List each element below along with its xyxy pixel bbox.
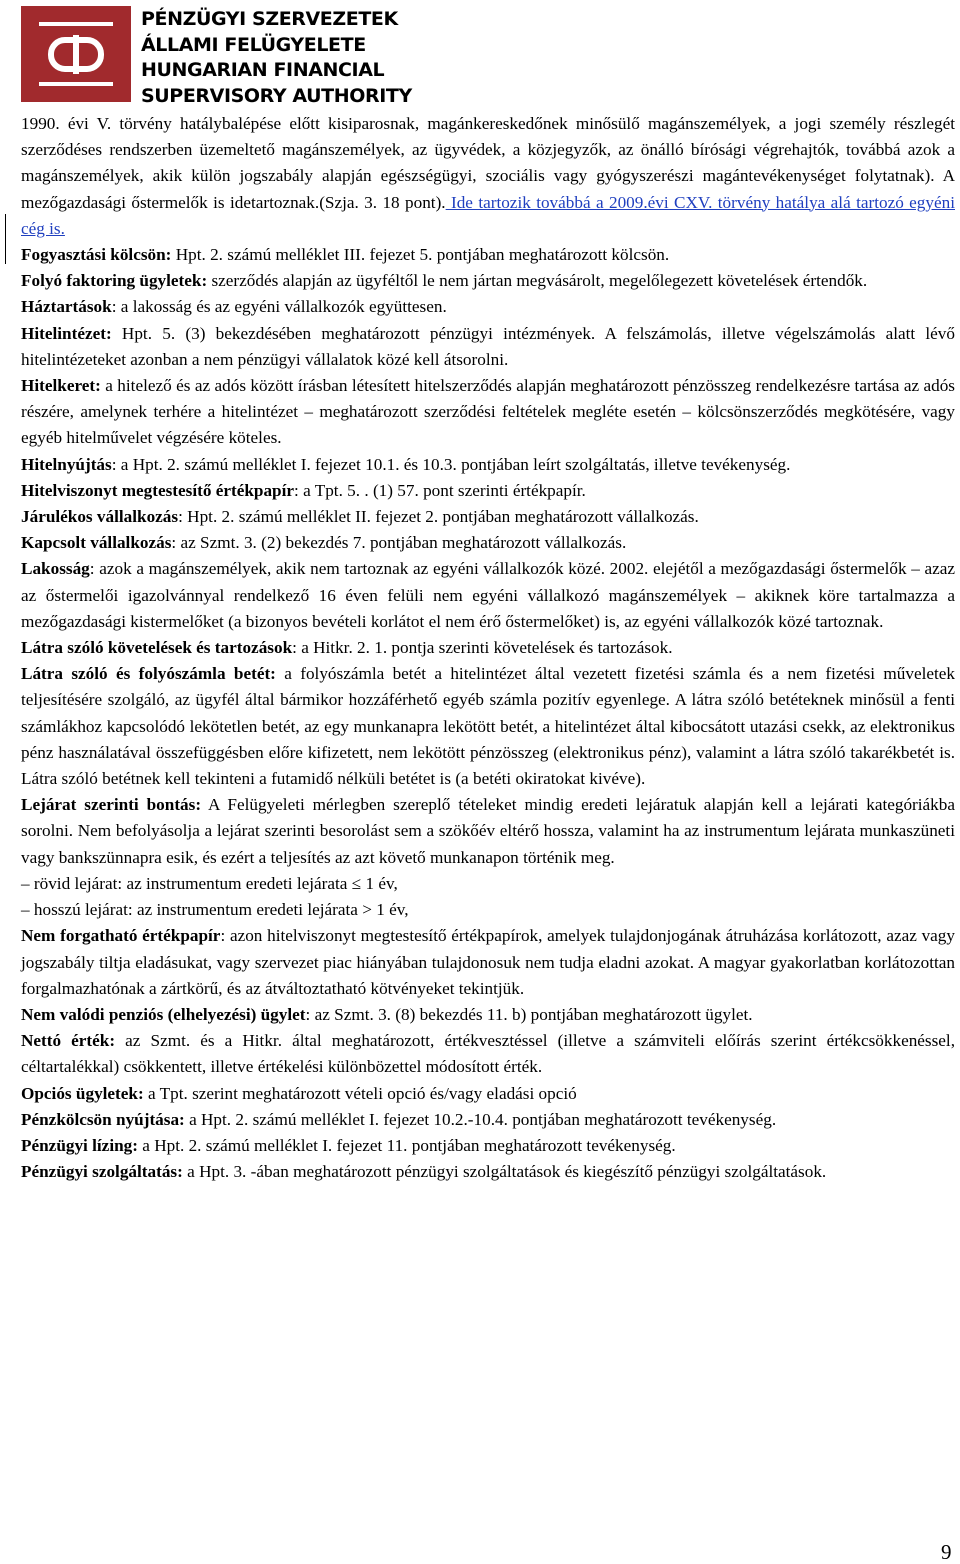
pszaf-logo-icon — [21, 6, 131, 102]
definition-text: az Szmt. és a Hitkr. által meghatározott, értékvesztéssel (illetve a számviteli előírás szerint értékcsökkenéssel, céltartalékkal) csökkentett, illetve értékelési különbözettel módosított érték. — [21, 1031, 956, 1077]
page-number: 9 — [941, 1540, 952, 1564]
paragraph — [21, 111, 955, 242]
definition-text: a Hpt. 3. -ában meghatározott pénzügyi szolgáltatások és kiegészítő pénzügyi szolgáltatások. — [182, 1162, 827, 1182]
definition-text: a folyószámla betét a hitelintézet által vezetett fizetési számla és a nem fizetési műveletek teljesítésére szolgáló, az ügyfél által bármikor hozzáférhető egyéb számla pozitív egyenlege. A látra szóló betéteknek minősül a fenti számlákhoz kapcsolódó lekötetlen betét, az egy munkanapra lekötött betét, a hitelintézet által kibocsátott utazási csekk, az elektronikus pénz használatával összefüggésben előre kifizetett, nem lekötött pénzösszeg (elektronikus pénz), valamint a látra szóló takarékbetét is. Látra szóló betétnek kell tekinteni a futamidő nélküli betétet is (a betéti okiratokat kivéve). — [21, 664, 955, 789]
definition-term: Folyó faktoring ügyletek: — [21, 271, 208, 291]
definition-text: a Hpt. 2. számú melléklet I. fejezet 11. pontjában meghatározott tevékenység. — [137, 1135, 676, 1155]
definition-paragraph — [21, 635, 955, 661]
definition-term: Látra szóló és folyószámla betét: — [21, 664, 276, 684]
definition-text: : a Hpt. 2. számú melléklet I. fejezet 10.1. és 10.3. pontjában leírt szolgáltatás, illetve tevékenység. — [111, 454, 791, 474]
definition-paragraph — [21, 661, 955, 792]
definition-paragraph — [21, 242, 955, 268]
definition-paragraph — [21, 294, 955, 320]
definition-paragraph — [21, 792, 955, 871]
definition-paragraph — [21, 1133, 955, 1159]
revision-bar — [5, 214, 6, 264]
definition-paragraph — [21, 373, 955, 452]
definition-term: Kapcsolt vállalkozás — [21, 533, 172, 553]
list-item-text: – hosszú lejárat: az instrumentum eredeti lejárata > 1 év, — [21, 900, 409, 920]
definition-term: Hitelnyújtás — [21, 454, 112, 474]
definition-paragraph — [21, 1107, 955, 1133]
definition-term: Pénzügyi lízing: — [21, 1135, 138, 1155]
definition-paragraph — [21, 1002, 955, 1028]
definition-term: Hitelkeret: — [21, 376, 101, 396]
list-item — [21, 897, 955, 923]
definition-term: Opciós ügyletek: — [21, 1083, 144, 1103]
definition-term: Járulékos vállalkozás — [21, 507, 179, 527]
definition-text: a hitelező és az adós között írásban létesített hitelszerződés alapján meghatározott pénzösszeg rendelkezésre tartása az adós részére, amelynek terhére a hitelintézet – meghatározott szerződési feltételek megléte esetén – kölcsönszerződés megkötésére, vagy egyéb hitelművelet végzésére köteles. — [21, 376, 955, 448]
definition-text: A Felügyeleti mérlegben szereplő tételeket mindig eredeti lejáratuk alapján kell a lejárati kategóriákba sorolni. Nem befolyásolja a lejárat szerinti besorolást sem a szökőév eltérő hossza, valamint ha az instrumentum lejárata munkaszüneti vagy bankszünnapra esik, és ezért a teljesítés az azt követő munkanapon történik meg. — [21, 795, 955, 867]
definition-term: Hitelintézet: — [21, 323, 112, 343]
definition-text: Hpt. 2. számú melléklet III. fejezet 5. pontjában meghatározott kölcsön. — [171, 245, 670, 265]
definition-text: : a lakosság és az egyéni vállalkozók együttesen. — [111, 297, 447, 317]
definition-term: Fogyasztási kölcsön: — [21, 245, 172, 265]
definition-text: : az Szmt. 3. (8) bekezdés 11. b) pontjában meghatározott ügylet. — [305, 1004, 753, 1024]
definition-term: Hitelviszonyt megtestesítő értékpapír — [21, 480, 295, 500]
definition-text: szerződés alapján az ügyféltől le nem jártan megvásárolt, megelőlegezett követelések értendők. — [207, 271, 868, 291]
paragraph-text: 1990. évi V. törvény hatálybalépése előtt kisiparosnak, magánkereskedőnek minősülő magánszemélyek, a jogi személy részlegét szerződéses rendszerben üzemeltető magánszemélyek, az ügyvédek, a közjegyzők, az önálló bírósági végrehajtók, továbbá azok a magánszemélyek, akik külön jogszabály alapján egészségügyi, szociális vagy gyógyszerészi magántevékenységet folytatnak). A mezőgazdasági őstermelők is idetartoznak.(Szja. 3. 18 pont). — [21, 114, 955, 212]
definition-term: Háztartások — [21, 297, 112, 317]
definition-paragraph — [21, 556, 955, 635]
definition-paragraph — [21, 1159, 955, 1185]
document-body — [21, 111, 955, 1185]
definition-text: : azon hitelviszonyt megtestesítő értékpapírok, amelyek tulajdonjogának átruházása korlátozott, azaz vagy jogszabály tiltja eladásukat, vagy szervezet piac hiányában tulajdonosuk nem tudja eladni azokat. A magyar gyakorlatban korlátozottan forgalmazhatónak a zártkörű, és az átváltoztatható kötvényeket tekintjük. — [21, 926, 955, 998]
definition-term: Nem forgatható értékpapír — [21, 926, 221, 946]
definition-term: Nettó érték: — [21, 1031, 116, 1051]
definition-term: Lejárat szerinti bontás: — [21, 795, 202, 815]
definition-paragraph — [21, 530, 955, 556]
org-name-line: SUPERVISORY AUTHORITY — [141, 84, 412, 107]
definition-paragraph — [21, 504, 955, 530]
org-name-line: HUNGARIAN FINANCIAL — [141, 59, 385, 81]
list-item-text: – rövid lejárat: az instrumentum eredeti lejárata ≤ 1 év, — [21, 873, 398, 893]
definition-text: : Hpt. 2. számú melléklet II. fejezet 2. pontjában meghatározott vállalkozás. — [178, 507, 699, 527]
list-item — [21, 871, 955, 897]
definition-paragraph — [21, 321, 955, 373]
definition-text: a Hpt. 2. számú melléklet I. fejezet 10.2.-10.4. pontjában meghatározott tevékenység. — [184, 1109, 777, 1129]
definition-term: Lakosság — [21, 559, 90, 579]
definition-term: Nem valódi penziós (elhelyezési) ügylet — [21, 1004, 306, 1024]
definition-text: Hpt. 5. (3) bekezdésében meghatározott pénzügyi intézmények. A felszámolás, illetve végelszámolás alatt lévő hitelintézeteket azonban a nem pénzügyi vállalatok közé kell átsorolni. — [21, 323, 955, 369]
organization-name — [141, 7, 412, 109]
definition-text: : az Szmt. 3. (2) bekezdés 7. pontjában meghatározott vállalkozás. — [171, 533, 627, 553]
definition-paragraph — [21, 452, 955, 478]
definition-text: : a Tpt. 5. . (1) 57. pont szerinti értékpapír. — [294, 480, 586, 500]
definition-paragraph — [21, 1028, 955, 1080]
definition-text: : a Hitkr. 2. 1. pontja szerinti követelések és tartozások. — [292, 638, 673, 658]
definition-paragraph — [21, 1081, 955, 1107]
definition-term: Pénzkölcsön nyújtása: — [21, 1109, 185, 1129]
definition-term: Pénzügyi szolgáltatás: — [21, 1162, 183, 1182]
definition-paragraph — [21, 478, 955, 504]
inserted-text-link[interactable]: Ide tartozik továbbá a 2009.évi CXV. törvény hatálya alá tartozó egyéni cég is. — [21, 192, 955, 238]
definition-term: Látra szóló követelések és tartozások — [21, 638, 293, 658]
org-name-line: PÉNZÜGYI SZERVEZETEK — [141, 8, 398, 30]
org-name-line: ÁLLAMI FELÜGYELETE — [141, 33, 366, 56]
definition-text: a Tpt. szerint meghatározott vételi opció és/vagy eladási opció — [143, 1083, 577, 1103]
definition-paragraph — [21, 268, 955, 294]
definition-paragraph — [21, 923, 955, 1002]
definition-text: : azok a magánszemélyek, akik nem tartoznak az egyéni vállalkozók közé. 2002. elejétől a mezőgazdasági őstermelők – azaz az őstermelői igazolvánnyal rendelkező 16 éven felüli nem egyéni vállalkozó magánszemélyek – akiknek köre tartalmazza a mezőgazdasági kistermelőket (a bizonyos bevételi korlátot el nem érő őstermelőket) is, az egyéni vállalkozók közé tartoznak. — [21, 559, 955, 631]
